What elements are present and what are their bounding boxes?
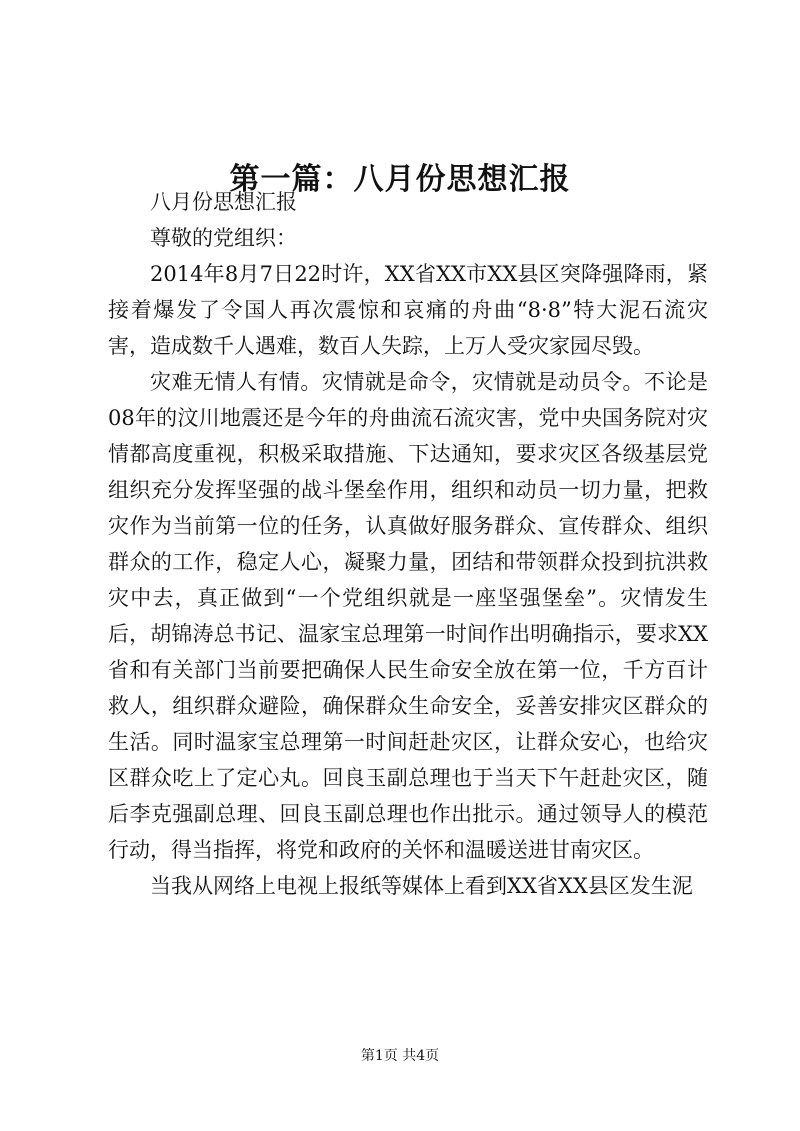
document-paragraph: 尊敬的党组织： bbox=[150, 226, 297, 250]
document-body bbox=[108, 184, 708, 904]
document-title: 第一篇：八月份思想汇报 bbox=[229, 162, 571, 198]
document-paragraph: 2014年8月7日22时许，XX省XX市XX县区突降强降雨，紧接着爆发了令国人再次震惊和哀痛的舟曲“8·8”特大泥石流灾害，造成数千人遇难，数百人失踪，上万人受灾家园尽毁。 bbox=[108, 262, 708, 358]
document-paragraph: 八月份思想汇报 bbox=[150, 190, 297, 214]
page-number-footer: 第1页 共4页 bbox=[360, 1048, 440, 1064]
document-paragraph: 灾难无情人有情。灾情就是命令，灾情就是动员令。不论是08年的汶川地震还是今年的舟曲流石流灾害，党中央国务院对灾情都高度重视，积极采取措施、下达通知，要求灾区各级基层党组织充分发挥坚强的战斗堡垒作用，组织和动员一切力量，把救灾作为当前第一位的任务，认真做好服务群众、宣传群众、组织群众的工作，稳定人心，凝聚力量，团结和带领群众投到抗洪救灾中去，真正做到“一个党组织就是一座坚强堡垒”。灾情发生后，胡锦涛总书记、温家宝总理第一时间作出明确指示，要求XX省和有关部门当前要把确保人民生命安全放在第一位，千方百计救人，组织群众避险，确保群众生命安全，妥善安排灾区群众的生活。同时温家宝总理第一时间赶赴灾区，让群众安心，也给灾区群众吃上了定心丸。回良玉副总理也于当天下午赶赴灾区，随后李克强副总理、回良玉副总理也作出批示。通过领导人的模范行动，得当指挥，将党和政府的关怀和温暖送进甘南灾区。 bbox=[108, 370, 708, 862]
document-paragraph: 当我从网络上电视上报纸等媒体上看到XX省XX县区发生泥 bbox=[150, 874, 693, 898]
